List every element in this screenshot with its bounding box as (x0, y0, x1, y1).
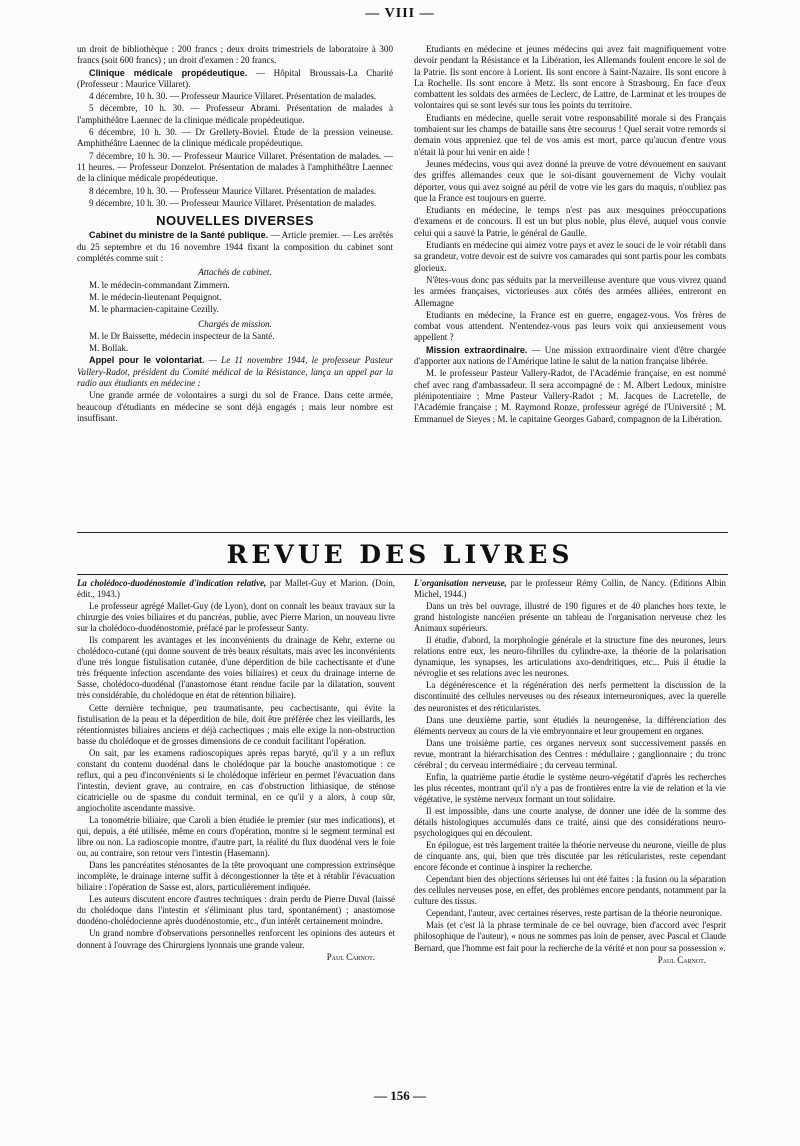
paragraph: Cependant bien des objections sérieuses lui ont été faites : la fusion ou la séparation des cellules nerveuses pose, en effet, des problèmes encore pendants, notamment par la culture des tissus. (414, 874, 726, 907)
paragraph (77, 230, 393, 264)
section-divider (77, 532, 728, 533)
review-signature: Paul Carnot. (657, 954, 706, 965)
paragraph: Il est impossible, dans une courte analyse, de donner une idée de la somme des détails histologiques accumulés dans ce traité, ainsi que des considérations neuro-psychologiques qui en découlent. (414, 805, 726, 839)
paragraph: Une grande armée de volontaires a surgi du sol de France. Dans cette armée, beaucoup d'étudiants en médecine se sont déjà engagés ; mais leur nombre est insuffisant. (77, 390, 393, 423)
schedule-entry: 8 décembre, 10 h. 30. — Professeur Maurice Villaret. Présentation de malades. (89, 185, 377, 196)
subheading: Chargés de mission. (198, 318, 272, 329)
paragraph: Jeunes médecins, vous qui avez donné la preuve de votre dévouement en sauvant des griffes allemandes ceux que le soi-disant gouvernement de Vichy voulait déporter, vous qui avez soigné au péril de votre vie les gars du maquis, n'oubliez pas que la France est toujours en guerre. (414, 158, 726, 203)
paragraph: Etudiants en médecine et jeunes médecins qui avez fait magnifiquement votre devoir pendant la Résistance et la Libération, les Allemands foulent encore le sol de la Patrie. Ils sont encore à Lorient. Ils sont encore à Saint-Nazaire. Ils sont encore à La Rochelle. Ils sont encore à Metz. Ils sont encore à Strasbourg. En face d'eux combattent les soldats des armées de Leclerc, de Lattre, de Larminat et les troupes de volontaires qui se sont levés sur tous les points du territoire. (414, 44, 726, 111)
book-meta: par le professeur Rémy Collin, de Nancy. (Editions Albin Michel, 1944.) (414, 578, 726, 600)
list-item: M. le médecin-lieutenant Pequignot. (89, 291, 222, 302)
paragraph: En épilogue, est très largement traitée la théorie nerveuse du neurone, vieille de plus de cinquante ans, qui, bien que très discutée par les réticularistes, reste cependant encore féconde et continue à inspirer la recherche. (414, 840, 726, 873)
paragraph: Dans une troisième partie, ces organes nerveux sont successivement passés en revue, montrant la hiérarchisation des Centres : médullaire ; ganglionnaire ; du tronc cérébral ; du cerveau intermédiaire ; du cerveau terminal. (414, 737, 726, 770)
schedule-entry: 7 décembre, 10 h. 30. — Professeur Maurice Villaret. Présentation de malades. — 11 heures. — Professeur Donzelot. Présentation de malades à l'amphithéâtre Laennec de la clinique médicale propédeutique. (77, 150, 393, 184)
paragraph: Etudiants en médecine qui aimez votre pays et avez le souci de le voir rétabli dans sa grandeur, votre devoir est de suivre vos camarades qui sont partis pour les combats glorieux. (414, 240, 726, 273)
paragraph: N'êtes-vous donc pas séduits par la merveilleuse aventure que vous vivrez quand les armées françaises, victorieuses aux côtés des armées alliées, entreront en Allemagne (414, 274, 726, 308)
list-item: M. le pharmacien-capitaine Cezilly. (89, 304, 219, 315)
paragraph (414, 345, 726, 368)
book-reference (77, 578, 395, 600)
paragraph: Etudiants en médecine, quelle serait votre responsabilité morale si des Français tombaient sur les champs de bataille sans être secourus ! Quel serait votre remords si demain vous appreniez que tel de vos amis est mort, parce qu'aucun d'entre vous n'était là pour lui venir en aide ! (414, 112, 726, 157)
book-meta: par Mallet-Guy et Marion. (Doin, édit., 1943.) (77, 578, 395, 600)
paragraph-text: — Le 11 novembre 1944, le professeur Pasteur Vallery-Radot, président du Comité médical de la Résistance, lança un appel par la radio aux étudiants en médecine : (77, 355, 393, 389)
paragraph: Il étudie, d'abord, la morphologie générale et la structure fine des neurones, leurs relations entre eux, les neuro-fibrilles du cylindre-axe, la théorie de la polarisation dynamique, les synapses, les articulations axo-dendritiques, etc... Puis il étudie la névroglie et ses relations avec les neurones. (414, 635, 726, 679)
run-in-heading: Appel pour le volontariat. (89, 355, 205, 366)
section-title: REVUE DES LIVRES (226, 540, 574, 569)
paragraph: Le professeur agrégé Mallet-Guy (de Lyon), dont on connaît les beaux travaux sur la chirurgie des voies biliaires et du pancréas, publie, avec Pierre Marion, un nouveau livre sur la cholédoco-duodénostomie, préfacé par le professeur Santy. (77, 601, 395, 634)
book-reference (414, 578, 726, 600)
schedule-entry: 9 décembre, 10 h. 30. — Professeur Maurice Villaret. Présentation de malades. (89, 197, 377, 208)
run-in-heading: Mission extraordinaire. (426, 344, 528, 355)
paragraph: Mais (et c'est là la phrase terminale de ce bel ouvrage, bien d'accord avec l'esprit philosophique de l'auteur), « nous ne sommes pas loin de penser, avec Pascal et Claude Bernard, que l'homme est fait pour la recherche de la vérité et non pour sa possession ». (414, 920, 726, 953)
schedule-entry: 4 décembre, 10 h. 30. — Professeur Maurice Villaret. Présentation de malades. (89, 91, 377, 102)
paragraph (77, 68, 393, 91)
roman-page-number: — VIII — (365, 6, 435, 21)
paragraph: Etudiants en médecine, le temps n'est pas aux mesquines préoccupations d'examens et de concours. Il est un but plus noble, plus élevé, auquel vous convie celui qui a sauvé la Patrie, le général de Gaulle. (414, 205, 726, 238)
paragraph: La dégénérescence et la régénération des nerfs permettent la discussion de la discontinuité des cellules nerveuses ou des réseaux interneuroniques, avec la querelle des neuronistes et des réticularistes. (414, 680, 726, 713)
run-in-heading: Clinique médicale propédeutique. (89, 67, 248, 78)
paragraph: M. le professeur Pasteur Vallery-Radot, de l'Académie française, en est nommé chef avec rang d'ambassadeur. Il sera accompagné de : M. Albert Ledoux, ministre plénipotentiaire ; Mme Pasteur Vallery-Radot ; M. Jacques de Lacretelle, de l'Académie française ; M. Raymond Ronze, professeur agrégé de l'Université ; M. Emmanuel de Sieyes ; M. le capitaine Georges Gabard, compagnon de la Libération. (414, 368, 726, 424)
paragraph: Cette dernière technique, peu traumatisante, peu cachectisante, qui évite la fistulisation de la peau et la déperdition de bile, doit être préférée chez les vieillards, les rétentionnistes biliaires anciens et déjà cachectiques ; mais elle exige la non-obstruction basse du cholédoque et de grosses dimensions de ce conduit facilitant l'opération. (77, 702, 395, 746)
book-title: L'organisation nerveuse, (414, 578, 507, 588)
review-signature: Paul Carnot. (326, 951, 375, 962)
title-divider (77, 574, 728, 575)
paragraph: Dans les pancréatites sténosantes de la tête provoquant une compression extrinsèque incomplète, le drainage interne suffit à décongestionner la tête et à rétablir l'évacuation biliaire : l'opération de Sasse est, alors, particulièrement indiquée. (77, 860, 395, 893)
paragraph: Etudiants en médecine, la France est en guerre, engagez-vous. Vos frères de combat vous attendent. N'entendez-vous pas leurs voix qui anxieusement vous appellent ? (414, 309, 726, 343)
paragraph: Dans une deuxième partie, sont étudiés la neurogenèse, la différenciation des éléments nerveux au cours de la vie embryonnaire et leur groupement en organes. (414, 714, 726, 736)
paragraph-text: — Article premier. — Les arrêtés du 25 septembre et du 16 novembre 1944 fixant la composition du cabinet sont complétés comme suit : (77, 230, 393, 264)
paragraph-text: — Une mission extraordinaire vient d'être chargée d'apporter aux nations de l'Amérique latine le salut de la nation française libérée. (414, 344, 726, 367)
top-left-column (77, 44, 393, 530)
review-right-column (414, 578, 726, 1092)
list-item: M. Bollak. (89, 343, 129, 354)
paragraph: un droit de bibliothèque : 200 francs ; deux droits trimestriels de laboratoire à 300 francs (soit 600 francs) ; un droit d'examen : 20 francs. (77, 44, 393, 66)
schedule-entry: 6 décembre, 10 h. 30. — Dr Grellety-Boviel. Étude de la pression veineuse. Amphithéâtre Laennec de la clinique médicale propédeutique. (77, 127, 393, 149)
paragraph: Ils comparent les avantages et les inconvénients du drainage de Kehr, externe ou cholédoco-cutané (qui donne souvent de très beaux résultats, mais avec les inconvénients d'une très longue fistulisation cutanée, d'une déperdition de bile cachectisante et d'une très fréquente infection ascendante des voies biliaires) et ceux du drainage interne de Sasse, cholédoco-duodénal (l'anastomose étant rendue facile par la dilatation, souvent très considérable, du cholédoque en état de rétention biliaire). (77, 635, 395, 701)
run-in-heading: Cabinet du ministre de la Santé publique. (89, 230, 269, 241)
paragraph: Enfin, la quatrième partie étudie le système neuro-végétatif d'après les recherches les plus récentes, montrant qu'il n'y a pas de frontières entre la vie de relation et la vie végétative, le système nerveux formant un tout solidaire. (414, 771, 726, 804)
review-left-column (77, 578, 395, 1092)
list-item: M. le Dr Baissette, médecin inspecteur de la Santé. (89, 330, 275, 341)
paragraph: On sait, par les examens radioscopiques après repas baryté, qu'il y a un reflux constant du contenu duodénal dans le cholédoque par la bouche anastomotique : ce reflux, qui a peu d'inconvénients si le cholédoque inférieur en permet l'évacuation dans l'intestin, devient grave, au contraire, en cas d'obstruction lithiasique, de sténose cicatricielle ou de spasme du conduit terminal, en ce qu'il y a alors, à coup sûr, angiocholite ascendante massive. (77, 747, 395, 813)
paragraph: La tonométrie biliaire, que Caroli a bien étudiée le premier (sur mes indications), et qui, depuis, a été utilisée, même en cours d'opération, montre si le segment terminal est libre ou non. La radioscopie montre, d'autre part, la réalité du flux duodénal vers le foie ou, au contraire, son retour vers l'intestin (Hasemann). (77, 814, 395, 859)
page-number: — 156 — (374, 1088, 426, 1103)
paragraph: Cependant, l'auteur, avec certaines réserves, reste partisan de la théorie neuronique. (426, 908, 722, 919)
paragraph (77, 355, 393, 389)
section-heading: NOUVELLES DIVERSES (156, 213, 314, 229)
list-item: M. le médecin-commandant Zimmern. (89, 279, 230, 290)
book-title: La cholédoco-duodénostomie d'indication relative, (77, 578, 267, 588)
paragraph: Un grand nombre d'observations personnelles renforcent les opinions des auteurs et donnent à l'ouvrage des Chirurgiens lyonnais une grande valeur. (77, 928, 395, 950)
paragraph-text: — Hôpital Broussais-La Charité (Professeur : Maurice Villaret). (77, 67, 393, 89)
paragraph: Les auteurs discutent encore d'autres techniques : drain perdu de Pierre Duval (laissé du cholédoque dans l'intestin et s'éliminant plus tard, spontanément) ; anastomose duodéno-cholédocienne après duodénostomie, etc., d'un intérêt certainement moindre. (77, 894, 395, 927)
subheading: Attachés de cabinet. (198, 267, 272, 278)
paragraph: Dans un très bel ouvrage, illustré de 190 figures et de 40 planches hors texte, le grand histologiste nancéien présente un tableau de l'organisation nerveuse chez les Animaux supérieurs. (414, 601, 726, 634)
top-right-column (414, 44, 726, 530)
schedule-entry: 5 décembre, 10 h. 30. — Professeur Abrami. Présentation de malades à l'amphithéâtre Laennec de la clinique médicale propédeutique. (77, 103, 393, 125)
